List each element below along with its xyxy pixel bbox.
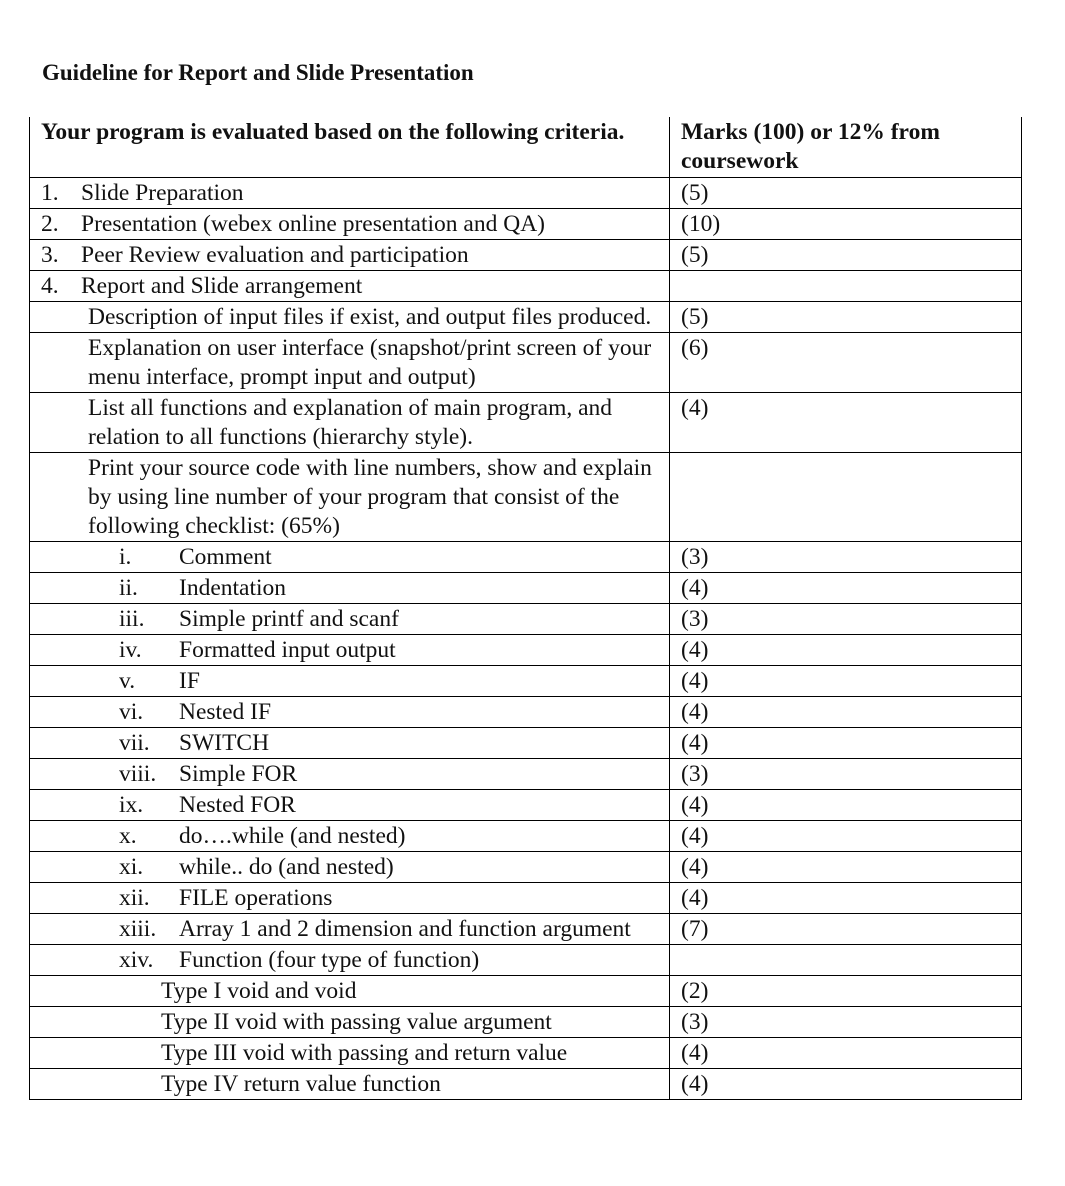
item-mark xyxy=(670,453,1022,542)
table-row xyxy=(30,914,1022,945)
checklist-number: ii. xyxy=(119,575,138,601)
table-row xyxy=(30,1069,1022,1100)
item-mark: (5) xyxy=(670,178,1022,209)
checklist-number: viii. xyxy=(119,761,157,787)
table-row xyxy=(30,666,1022,697)
item-mark: (4) xyxy=(670,573,1022,604)
table-row xyxy=(30,302,1022,333)
item-text: Report and Slide arrangement xyxy=(81,273,363,299)
checklist-number: xiii. xyxy=(119,916,157,942)
table-row xyxy=(30,271,1022,302)
table-row xyxy=(30,1007,1022,1038)
checklist-text: Comment xyxy=(179,544,272,570)
table-row xyxy=(30,1038,1022,1069)
item-mark: (5) xyxy=(670,240,1022,271)
criteria-header: Your program is evaluated based on the following criteria. xyxy=(30,117,670,178)
item-mark: (5) xyxy=(670,302,1022,333)
table-row xyxy=(30,240,1022,271)
item-mark: (7) xyxy=(670,914,1022,945)
item-text: Peer Review evaluation and participation xyxy=(81,242,469,268)
checklist-text: Nested FOR xyxy=(179,792,296,818)
report-item-text: Description of input files if exist, and output files produced. xyxy=(30,302,670,333)
function-type-text: Type II void with passing value argument xyxy=(161,1009,552,1035)
item-mark: (2) xyxy=(670,976,1022,1007)
table-row xyxy=(30,759,1022,790)
table-row xyxy=(30,635,1022,666)
table-header-row xyxy=(30,117,1022,178)
item-text: Presentation (webex online presentation and QA) xyxy=(81,211,545,237)
item-mark: (4) xyxy=(670,790,1022,821)
table-row xyxy=(30,178,1022,209)
checklist-text: while.. do (and nested) xyxy=(179,854,394,880)
item-number: 2. xyxy=(41,211,59,237)
item-number: 4. xyxy=(41,273,59,299)
item-number: 1. xyxy=(41,180,59,206)
checklist-text: do….while (and nested) xyxy=(179,823,406,849)
item-mark: (4) xyxy=(670,697,1022,728)
checklist-text: FILE operations xyxy=(179,885,333,911)
item-mark xyxy=(670,945,1022,976)
function-type-text: Type I void and void xyxy=(161,978,357,1004)
checklist-text: Function (four type of function) xyxy=(179,947,480,973)
item-mark: (3) xyxy=(670,759,1022,790)
table-row xyxy=(30,542,1022,573)
report-item-text: List all functions and explanation of main program, and relation to all functions (hierarchy style). xyxy=(30,393,670,453)
table-row xyxy=(30,821,1022,852)
item-number: 3. xyxy=(41,242,59,268)
table-row xyxy=(30,790,1022,821)
marks-header: Marks (100) or 12% from coursework xyxy=(670,117,1022,178)
table-row xyxy=(30,976,1022,1007)
item-mark: (3) xyxy=(670,1007,1022,1038)
item-mark: (4) xyxy=(670,728,1022,759)
report-item-text: Print your source code with line numbers, show and explain by using line number of your program that consist of the following checklist: (65%) xyxy=(30,453,670,542)
item-mark: (3) xyxy=(670,542,1022,573)
checklist-text: Indentation xyxy=(179,575,287,601)
table-row xyxy=(30,333,1022,393)
table-row xyxy=(30,883,1022,914)
table-row xyxy=(30,453,1022,542)
item-mark: (4) xyxy=(670,666,1022,697)
checklist-text: Array 1 and 2 dimension and function argument xyxy=(179,916,631,942)
item-mark: (3) xyxy=(670,604,1022,635)
function-type-text: Type IV return value function xyxy=(161,1071,441,1097)
checklist-text: Nested IF xyxy=(179,699,272,725)
checklist-number: iii. xyxy=(119,606,145,632)
item-mark xyxy=(670,271,1022,302)
checklist-number: i. xyxy=(119,544,132,570)
checklist-text: IF xyxy=(179,668,200,694)
table-row xyxy=(30,852,1022,883)
report-item-text: Explanation on user interface (snapshot/print screen of your menu interface, prompt input and output) xyxy=(30,333,670,393)
item-mark: (4) xyxy=(670,1069,1022,1100)
table-row xyxy=(30,209,1022,240)
item-mark: (4) xyxy=(670,1038,1022,1069)
checklist-number: vi. xyxy=(119,699,144,725)
table-row xyxy=(30,573,1022,604)
checklist-number: x. xyxy=(119,823,137,849)
table-row xyxy=(30,945,1022,976)
checklist-number: xiv. xyxy=(119,947,154,973)
item-mark: (4) xyxy=(670,393,1022,453)
checklist-number: xii. xyxy=(119,885,150,911)
checklist-text: Formatted input output xyxy=(179,637,396,663)
table-row xyxy=(30,697,1022,728)
table-row xyxy=(30,393,1022,453)
checklist-number: xi. xyxy=(119,854,144,880)
item-mark: (4) xyxy=(670,883,1022,914)
checklist-number: v. xyxy=(119,668,136,694)
checklist-text: Simple printf and scanf xyxy=(179,606,399,632)
checklist-number: vii. xyxy=(119,730,150,756)
checklist-number: ix. xyxy=(119,792,144,818)
document-title: Guideline for Report and Slide Presentation xyxy=(42,60,474,85)
item-mark: (6) xyxy=(670,333,1022,393)
item-mark: (10) xyxy=(670,209,1022,240)
checklist-number: iv. xyxy=(119,637,142,663)
criteria-table xyxy=(29,117,1022,1100)
checklist-text: SWITCH xyxy=(179,730,270,756)
table-row xyxy=(30,604,1022,635)
function-type-text: Type III void with passing and return value xyxy=(161,1040,568,1066)
item-text: Slide Preparation xyxy=(81,180,244,206)
item-mark: (4) xyxy=(670,635,1022,666)
item-mark: (4) xyxy=(670,852,1022,883)
item-mark: (4) xyxy=(670,821,1022,852)
checklist-text: Simple FOR xyxy=(179,761,298,787)
table-row xyxy=(30,728,1022,759)
